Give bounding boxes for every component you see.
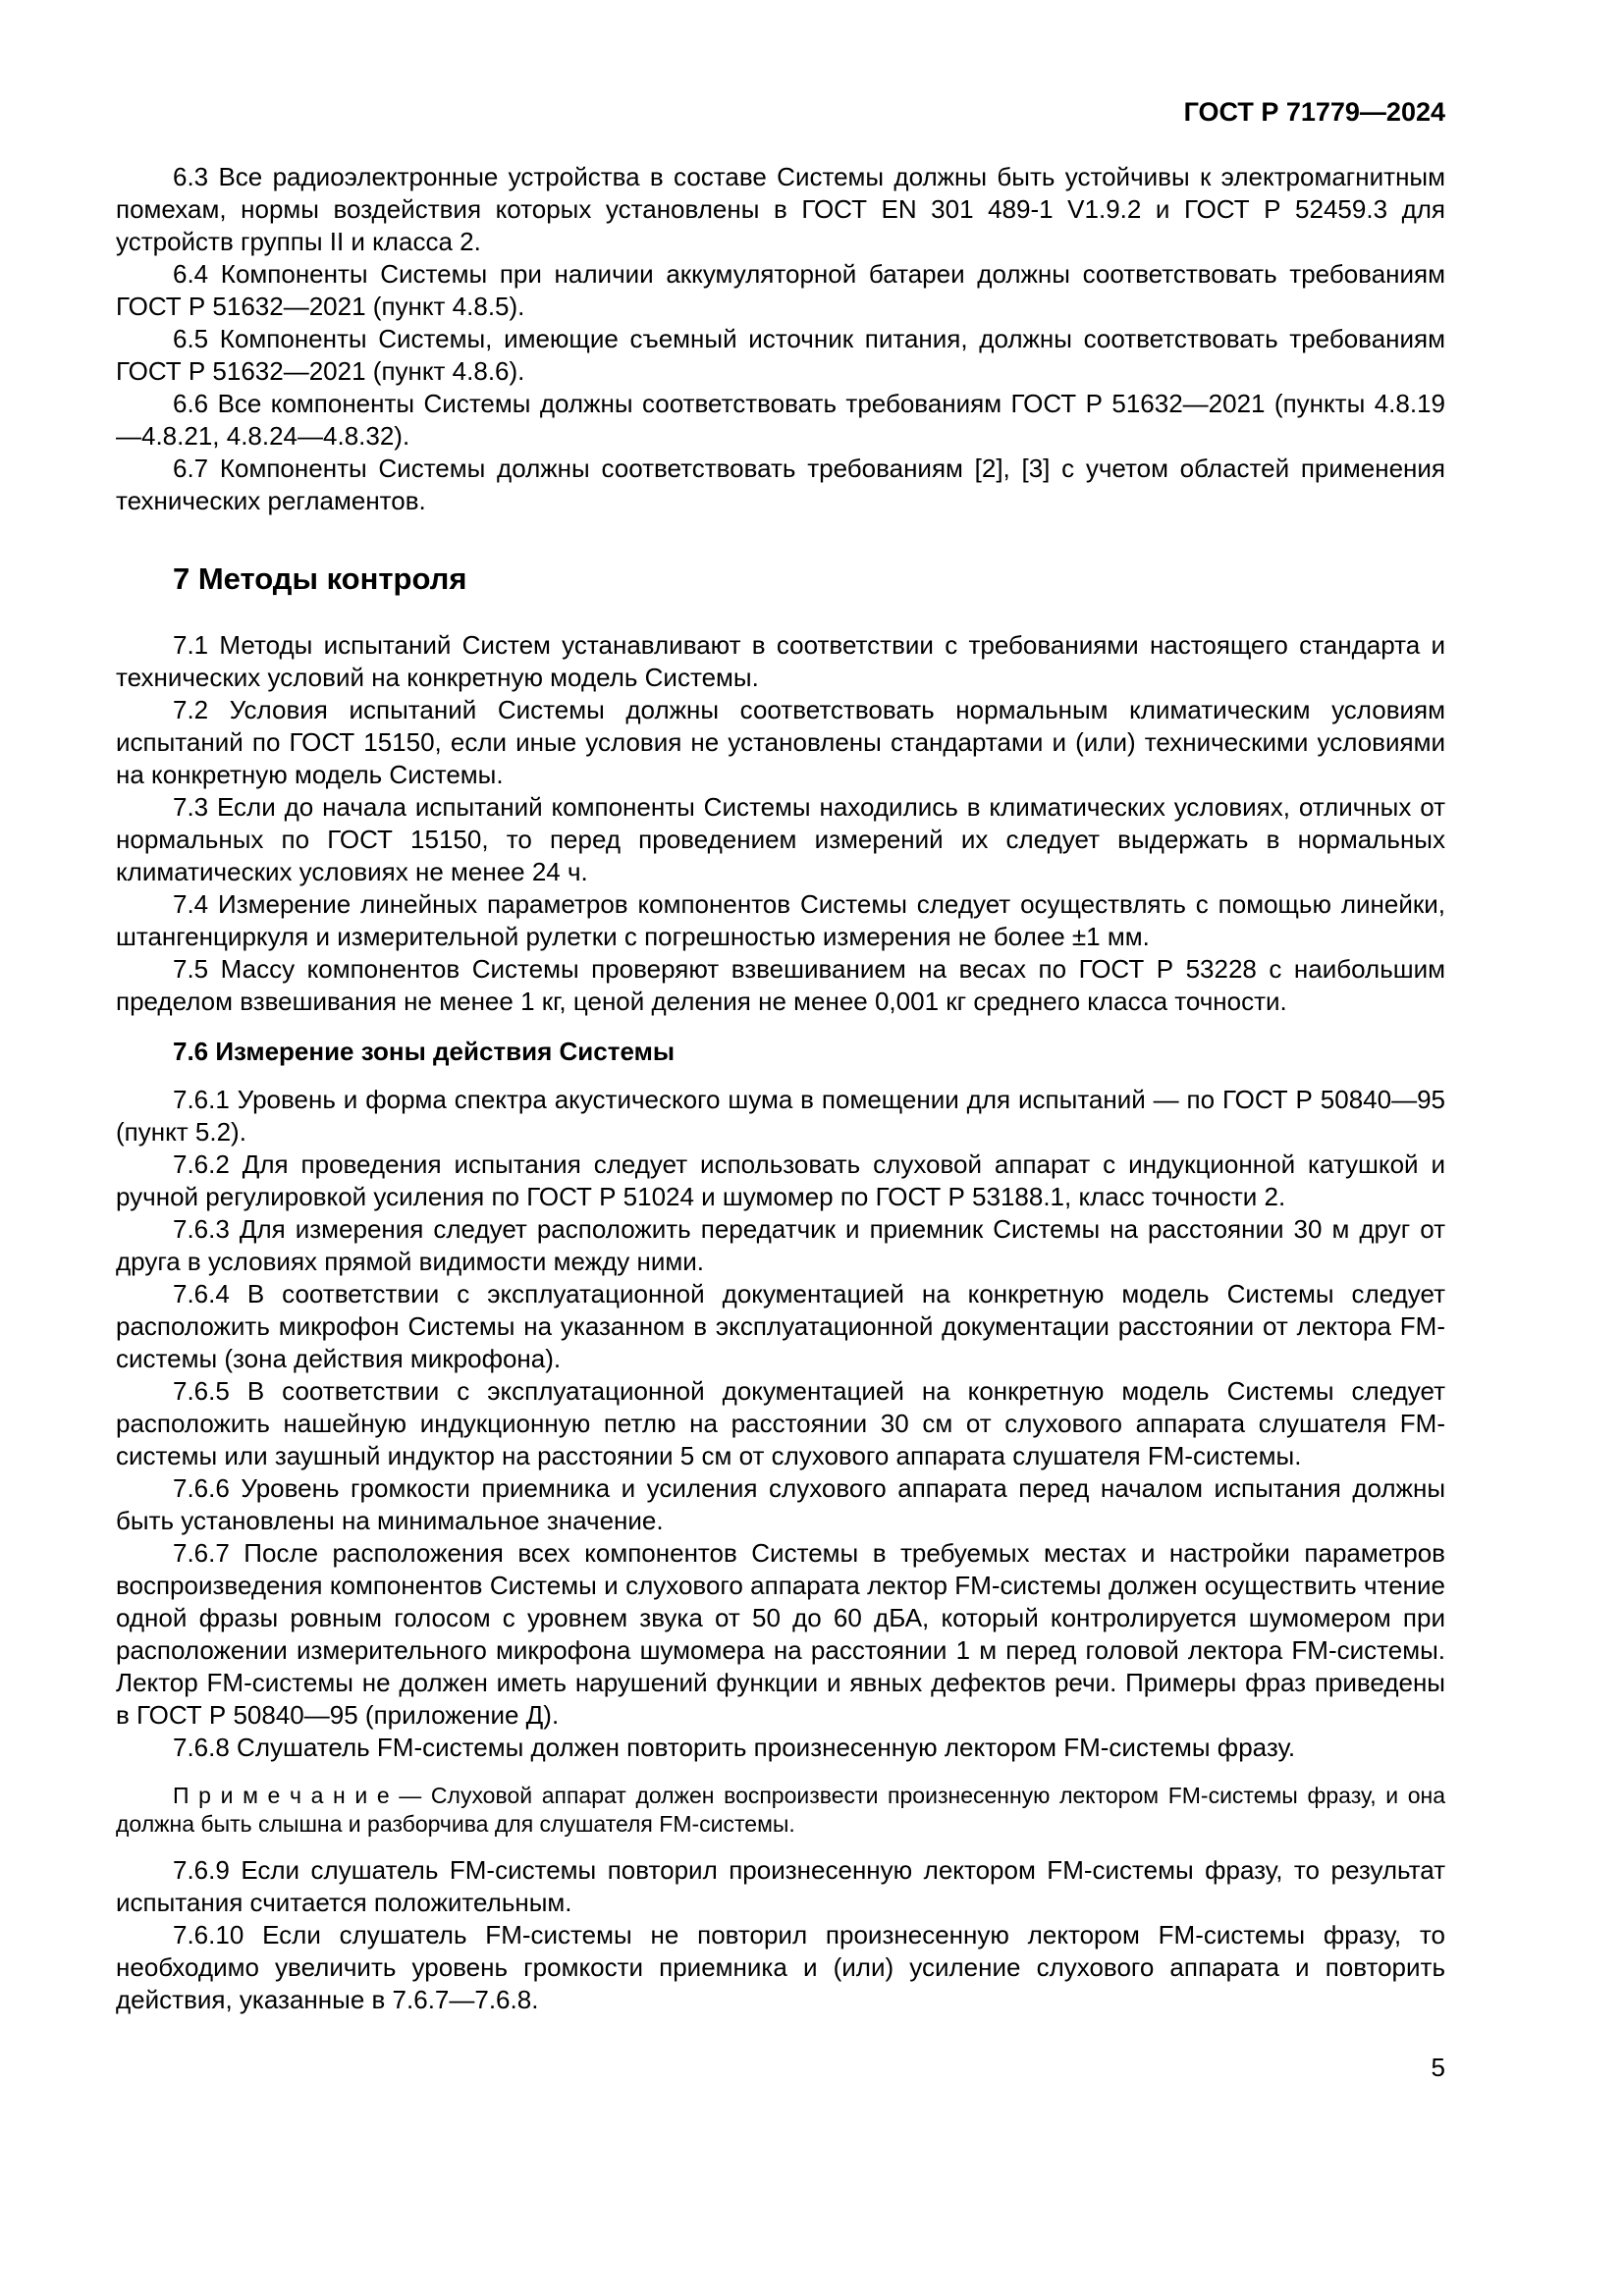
clause-6-7: 6.7 Компоненты Системы должны соответствовать требованиям [2], [3] с учетом областей применения технических регламентов. — [116, 454, 1445, 515]
clause-7-6-10: 7.6.10 Если слушатель FM-системы не повторил произнесенную лектором FM-системы фразу, то необходимо увеличить уровень громкости приемника и (или) усиление слухового аппарата и повторить действия, указанные в 7.6.7—7.6.8. — [116, 1920, 1445, 2014]
note-7-6-8: П р и м е ч а н и е — Слуховой аппарат должен воспроизвести произнесенную лектором FM-системы фразу, и она должна быть слышна и разборчива для слушателя FM-системы. — [116, 1783, 1445, 1837]
clause-7-3: 7.3 Если до начала испытаний компоненты Системы находились в климатических условиях, отличных от нормальных по ГОСТ 15150, то перед проведением измерений их следует выдержать в нормальных климатических условиях не менее 24 ч. — [116, 792, 1445, 886]
clause-6-4: 6.4 Компоненты Системы при наличии аккумуляторной батареи должны соответствовать требованиям ГОСТ Р 51632—2021 (пункт 4.8.5). — [116, 259, 1445, 321]
clause-7-2: 7.2 Условия испытаний Системы должны соответствовать нормальным климатическим условиям испытаний по ГОСТ 15150, если иные условия не установлены стандартами и (или) техническими условиями на конкретную модель Системы. — [116, 695, 1445, 789]
section-7-heading: 7 Методы контроля — [173, 561, 467, 596]
page-number: 5 — [1431, 2053, 1445, 2082]
clause-7-4: 7.4 Измерение линейных параметров компонентов Системы следует осуществлять с помощью линейки, штангенциркуля и измерительной рулетки с погрешностью измерения не более ±1 мм. — [116, 889, 1445, 951]
clause-7-6-3: 7.6.3 Для измерения следует расположить передатчик и приемник Системы на расстоянии 30 м друг от друга в условиях прямой видимости между ними. — [116, 1214, 1445, 1276]
clause-7-1: 7.1 Методы испытаний Систем устанавливают в соответствии с требованиями настоящего стандарта и технических условий на конкретную модель Системы. — [116, 630, 1445, 692]
clause-6-5: 6.5 Компоненты Системы, имеющие съемный источник питания, должны соответствовать требованиям ГОСТ Р 51632—2021 (пункт 4.8.6). — [116, 324, 1445, 386]
clause-6-6: 6.6 Все компоненты Системы должны соответствовать требованиям ГОСТ Р 51632—2021 (пункты 4.8.19—4.8.21, 4.8.24—4.8.32). — [116, 389, 1445, 451]
doc-code-header: ГОСТ Р 71779—2024 — [1183, 97, 1445, 127]
clause-7-6-2: 7.6.2 Для проведения испытания следует использовать слуховой аппарат с индукционной катушкой и ручной регулировкой усиления по ГОСТ Р 51024 и шумомер по ГОСТ Р 53188.1, класс точности 2. — [116, 1149, 1445, 1211]
clause-7-6-1: 7.6.1 Уровень и форма спектра акустического шума в помещении для испытаний — по ГОСТ Р 50840—95 (пункт 5.2). — [116, 1085, 1445, 1147]
clause-7-6-4: 7.6.4 В соответствии с эксплуатационной документацией на конкретную модель Системы следует расположить микрофон Системы на указанном в эксплуатационной документации расстоянии от лектора FM-системы (зона действия микрофона). — [116, 1279, 1445, 1373]
clause-7-6-8: 7.6.8 Слушатель FM-системы должен повторить произнесенную лектором FM-системы фразу. — [173, 1733, 1296, 1762]
clause-6-3: 6.3 Все радиоэлектронные устройства в составе Системы должны быть устойчивы к электромагнитным помехам, нормы воздействия которых установлены в ГОСТ EN 301 489-1 V1.9.2 и ГОСТ Р 52459.3 для устройств группы II и класса 2. — [116, 162, 1445, 256]
document-body — [116, 161, 1445, 2016]
clause-7-6-9: 7.6.9 Если слушатель FM-системы повторил произнесенную лектором FM-системы фразу, то результат испытания считается положительным. — [116, 1855, 1445, 1917]
clause-7-5: 7.5 Массу компонентов Системы проверяют взвешиванием на весах по ГОСТ Р 53228 с наибольшим пределом взвешивания не менее 1 кг, ценой деления не менее 0,001 кг среднего класса точности. — [116, 954, 1445, 1016]
subsection-7-6-heading: 7.6 Измерение зоны действия Системы — [173, 1037, 676, 1066]
clause-7-6-5: 7.6.5 В соответствии с эксплуатационной документацией на конкретную модель Системы следует расположить нашейную индукционную петлю на расстоянии 30 см от слухового аппарата слушателя FM-системы или заушный индуктор на расстоянии 5 см от слухового аппарата слушателя FM-системы. — [116, 1376, 1445, 1470]
clause-7-6-7: 7.6.7 После расположения всех компонентов Системы в требуемых местах и настройки параметров воспроизведения компонентов Системы и слухового аппарата лектор FM-системы должен осуществить чтение одной фразы ровным голосом с уровнем звука от 50 до 60 дБА, который контролируется шумомером при расположении измерительного микрофона шумомера на расстоянии 1 м перед головой лектора FM-системы. Лектор FM-системы не должен иметь нарушений функции и явных дефектов речи. Примеры фраз приведены в ГОСТ Р 50840—95 (приложение Д). — [116, 1538, 1445, 1730]
clause-7-6-6: 7.6.6 Уровень громкости приемника и усиления слухового аппарата перед началом испытания должны быть установлены на минимальное значение. — [116, 1473, 1445, 1535]
